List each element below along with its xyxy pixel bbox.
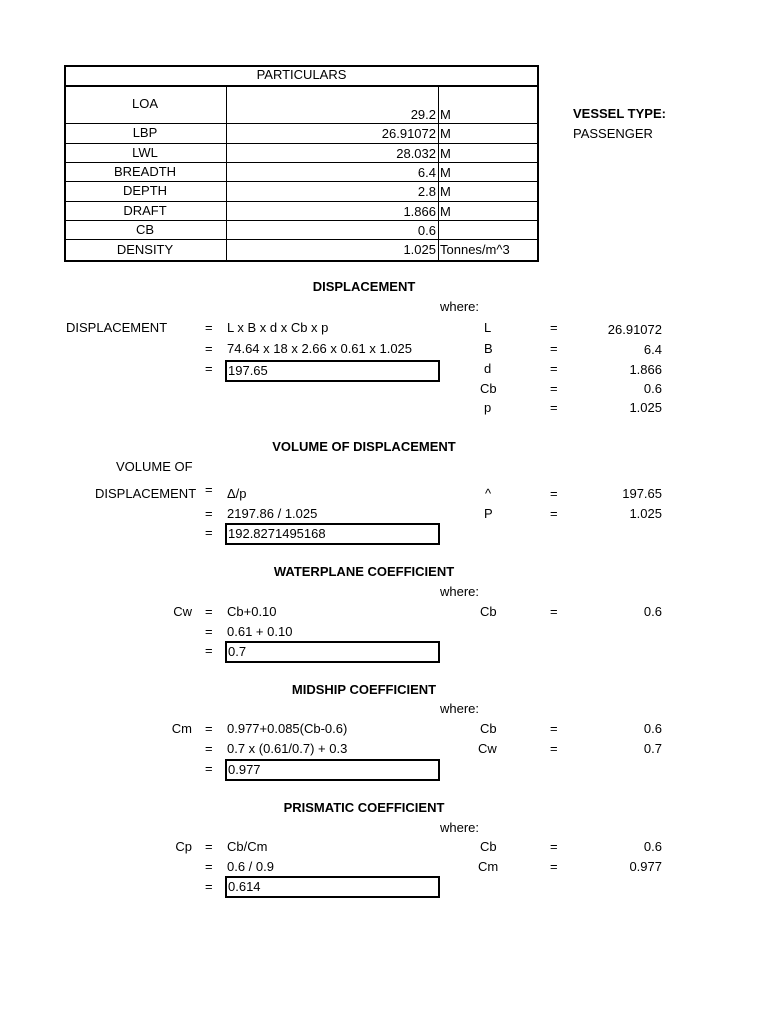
- row-unit: M: [440, 146, 451, 161]
- equals-sign: =: [205, 741, 213, 756]
- volume-label-line2: DISPLACEMENT: [95, 486, 197, 501]
- row-label: LWL: [132, 145, 158, 160]
- displacement-result: 197.65: [225, 360, 440, 382]
- var-value: 0.7: [643, 741, 662, 756]
- equals-sign: =: [205, 506, 213, 521]
- table-divider: [438, 86, 439, 262]
- var-value: 1.025: [629, 506, 662, 521]
- waterplane-heading: WATERPLANE COEFFICIENT: [273, 564, 455, 579]
- displacement-label: DISPLACEMENT: [66, 320, 168, 335]
- equals-sign: =: [205, 482, 213, 497]
- var-value: 197.65: [622, 486, 662, 501]
- equals-sign: =: [205, 624, 213, 639]
- row-label: DENSITY: [116, 242, 174, 257]
- equals-sign: =: [205, 320, 213, 335]
- waterplane-result: 0.7: [225, 641, 440, 663]
- prismatic-heading: PRISMATIC COEFFICIENT: [283, 800, 445, 815]
- row-label: LOA: [131, 96, 158, 111]
- equals-sign: =: [205, 721, 213, 736]
- equals-sign: =: [205, 839, 213, 854]
- var-name: Cb: [480, 839, 497, 854]
- var-value: 1.025: [629, 400, 662, 415]
- volume-heading: VOLUME OF DISPLACEMENT: [272, 439, 456, 454]
- var-value: 0.6: [643, 839, 662, 854]
- volume-label-line1: VOLUME OF: [116, 459, 193, 474]
- var-name: P: [484, 506, 493, 521]
- midship-heading: MIDSHIP COEFFICIENT: [291, 682, 437, 697]
- where-label: where:: [440, 701, 480, 716]
- prismatic-result: 0.614: [225, 876, 440, 898]
- var-equals: =: [550, 839, 558, 854]
- var-name: Cm: [478, 859, 499, 874]
- var-name: Cb: [480, 604, 497, 619]
- var-name: Cb: [480, 381, 497, 396]
- var-equals: =: [550, 859, 558, 874]
- row-unit: Tonnes/m^3: [440, 242, 510, 257]
- var-name: Cw: [478, 741, 497, 756]
- displacement-formula: L x B x d x Cb x p: [227, 320, 329, 335]
- var-equals: =: [550, 361, 558, 376]
- displacement-substitution: 74.64 x 18 x 2.66 x 0.61 x 1.025: [227, 341, 413, 356]
- where-label: where:: [440, 299, 480, 314]
- equals-sign: =: [205, 341, 213, 356]
- table-divider: [64, 123, 539, 124]
- equals-sign: =: [205, 361, 213, 376]
- table-divider: [64, 162, 539, 163]
- volume-formula: Δ/p: [227, 486, 247, 501]
- row-value: 28.032: [396, 146, 436, 161]
- row-value: 26.91072: [381, 126, 436, 141]
- row-unit: M: [440, 126, 451, 141]
- var-equals: =: [550, 400, 558, 415]
- table-divider: [64, 201, 539, 202]
- var-equals: =: [550, 341, 558, 356]
- row-label: CB: [135, 222, 155, 237]
- equals-sign: =: [205, 525, 213, 540]
- var-equals: =: [550, 741, 558, 756]
- var-name: d: [484, 361, 492, 376]
- var-equals: =: [550, 721, 558, 736]
- table-divider: [64, 143, 539, 144]
- table-divider: [64, 220, 539, 221]
- where-label: where:: [440, 584, 480, 599]
- var-equals: =: [550, 320, 558, 335]
- row-label: DEPTH: [122, 183, 168, 198]
- var-value: 1.866: [629, 362, 662, 377]
- var-name: L: [484, 320, 492, 335]
- prismatic-label: Cp: [175, 839, 192, 854]
- var-value: 26.91072: [607, 322, 662, 337]
- row-unit: M: [440, 107, 451, 122]
- equals-sign: =: [205, 859, 213, 874]
- var-equals: =: [550, 486, 558, 501]
- vessel-type-label: VESSEL TYPE:: [573, 106, 666, 121]
- var-equals: =: [550, 381, 558, 396]
- row-value: 6.4: [417, 165, 436, 180]
- row-label: LBP: [132, 125, 158, 140]
- var-value: 0.6: [643, 721, 662, 736]
- var-equals: =: [550, 604, 558, 619]
- var-name: Cb: [480, 721, 497, 736]
- row-unit: M: [440, 184, 451, 199]
- row-unit: M: [440, 204, 451, 219]
- var-name: B: [484, 341, 493, 356]
- row-value: 2.8: [417, 184, 436, 199]
- equals-sign: =: [205, 643, 213, 658]
- table-divider: [64, 85, 539, 87]
- var-value: 6.4: [643, 342, 662, 357]
- row-label: BREADTH: [113, 164, 177, 179]
- var-value: 0.6: [643, 604, 662, 619]
- table-divider: [64, 239, 539, 240]
- row-value: 29.2: [410, 107, 436, 122]
- midship-label: Cm: [171, 721, 192, 736]
- table-divider: [64, 181, 539, 182]
- var-name: ^: [485, 486, 492, 501]
- row-value: 1.866: [403, 204, 436, 219]
- equals-sign: =: [205, 761, 213, 776]
- equals-sign: =: [205, 879, 213, 894]
- volume-result: 192.8271495168: [225, 523, 440, 545]
- row-label: DRAFT: [123, 203, 167, 218]
- table-title: PARTICULARS: [256, 67, 347, 82]
- row-value: 1.025: [403, 242, 436, 257]
- prismatic-substitution: 0.6 / 0.9: [227, 859, 274, 874]
- displacement-heading: DISPLACEMENT: [312, 279, 416, 294]
- prismatic-formula: Cb/Cm: [227, 839, 268, 854]
- midship-result: 0.977: [225, 759, 440, 781]
- row-value: 0.6: [417, 223, 436, 238]
- row-unit: M: [440, 165, 451, 180]
- waterplane-label: Cw: [173, 604, 192, 619]
- waterplane-formula: Cb+0.10: [227, 604, 277, 619]
- volume-substitution: 2197.86 / 1.025: [227, 506, 318, 521]
- midship-formula: 0.977+0.085(Cb-0.6): [227, 721, 348, 736]
- var-value: 0.6: [643, 381, 662, 396]
- equals-sign: =: [205, 604, 213, 619]
- var-equals: =: [550, 506, 558, 521]
- particulars-table: [64, 65, 539, 262]
- waterplane-substitution: 0.61 + 0.10: [227, 624, 293, 639]
- midship-substitution: 0.7 x (0.61/0.7) + 0.3: [227, 741, 348, 756]
- vessel-type-value: PASSENGER: [573, 126, 653, 141]
- where-label: where:: [440, 820, 480, 835]
- var-name: p: [484, 400, 492, 415]
- var-value: 0.977: [629, 859, 662, 874]
